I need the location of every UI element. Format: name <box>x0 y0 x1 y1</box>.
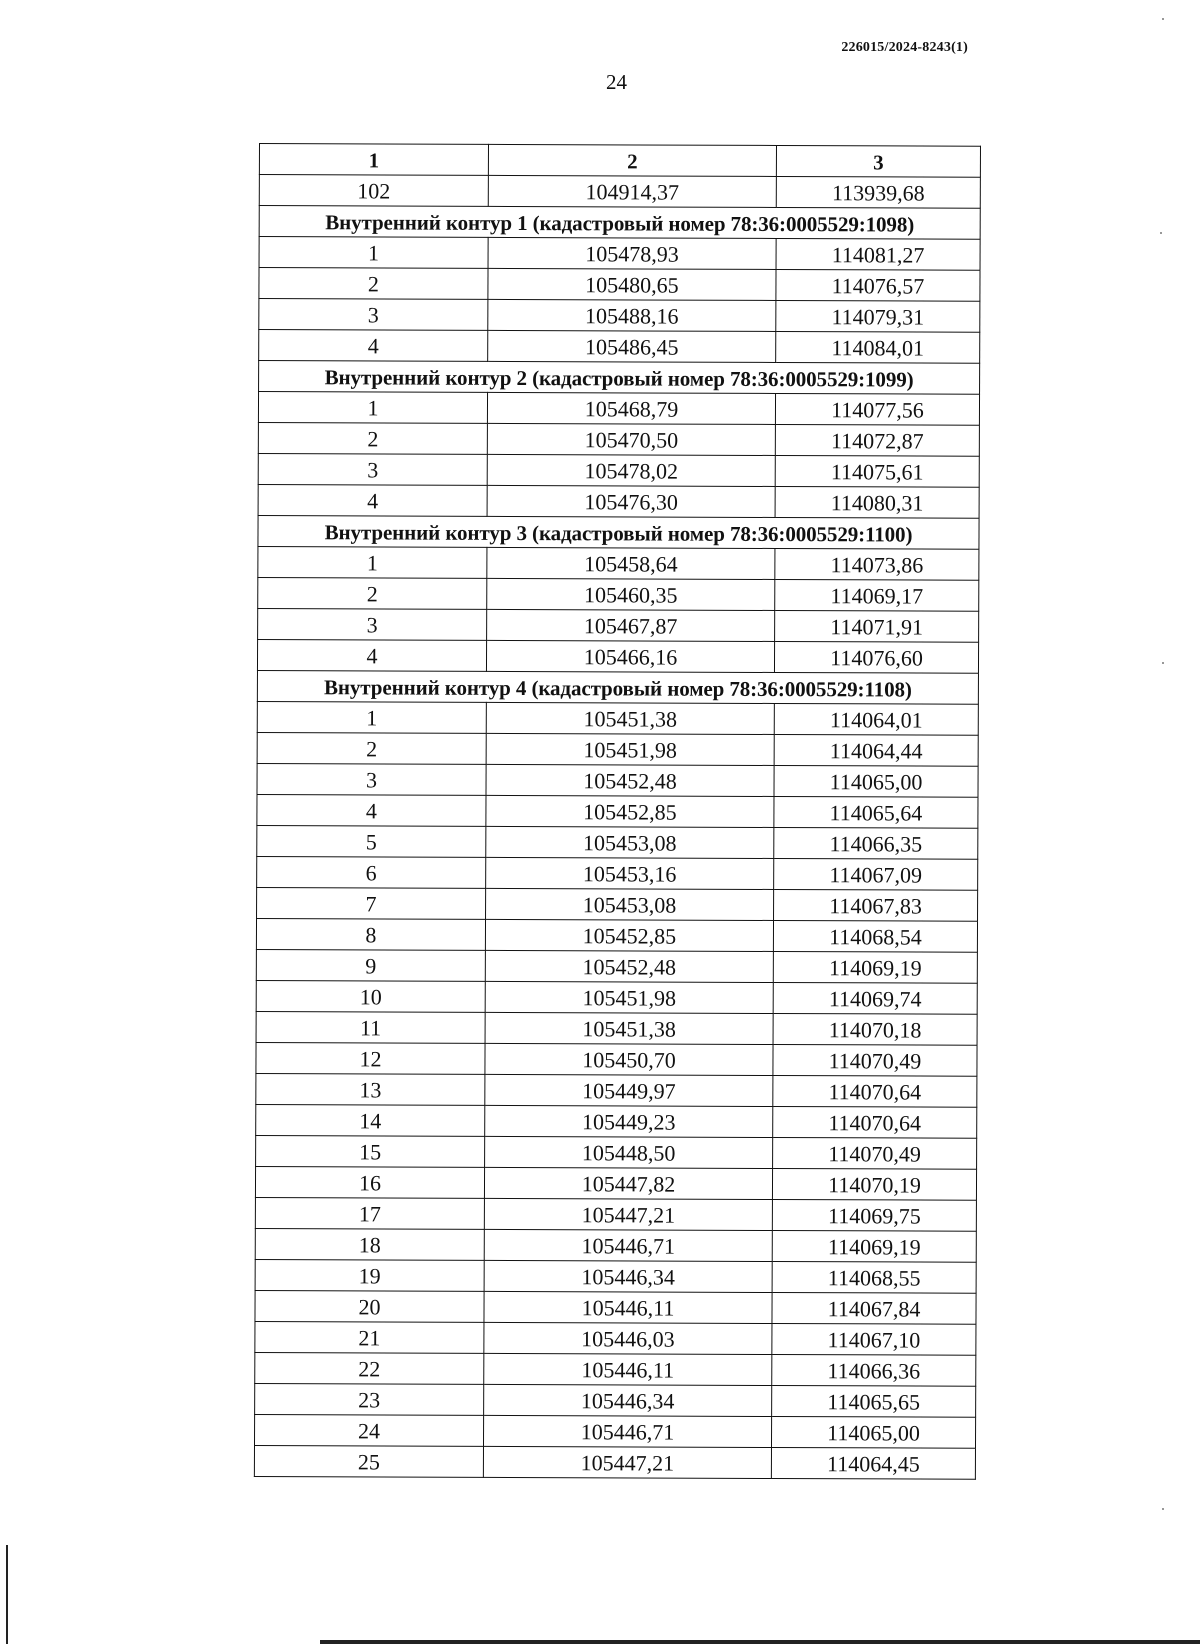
y-coordinate-cell: 114076,60 <box>774 641 978 673</box>
y-coordinate-cell: 114069,75 <box>772 1199 976 1231</box>
y-coordinate-cell: 114070,49 <box>773 1137 977 1169</box>
y-coordinate-cell: 114081,27 <box>776 238 980 270</box>
y-coordinate-cell: 114065,65 <box>772 1385 976 1417</box>
table-row <box>259 330 980 364</box>
point-number-cell: 102 <box>259 175 488 207</box>
y-coordinate-cell: 114069,19 <box>772 1230 976 1262</box>
table-row <box>256 1104 977 1138</box>
point-number-cell: 4 <box>259 330 488 362</box>
point-number-cell: 24 <box>254 1414 483 1446</box>
header-row <box>259 144 980 178</box>
x-coordinate-cell: 105450,70 <box>485 1043 773 1075</box>
table-row <box>256 1135 977 1169</box>
x-coordinate-cell: 105452,48 <box>486 764 774 796</box>
point-number-cell: 1 <box>258 392 487 424</box>
point-number-cell: 2 <box>257 732 486 764</box>
x-coordinate-cell: 105460,35 <box>487 578 775 610</box>
point-number-cell: 10 <box>256 980 485 1012</box>
x-coordinate-cell: 105449,23 <box>485 1105 773 1137</box>
document-id: 226015/2024-8243(1) <box>841 40 968 55</box>
section-title: Внутренний контур 4 (кадастровый номер 78:36:0005529:1108) <box>257 670 978 704</box>
y-coordinate-cell: 114066,35 <box>774 827 978 859</box>
scan-speck <box>1162 662 1164 664</box>
x-coordinate-cell: 105446,11 <box>484 1353 772 1385</box>
point-number-cell: 2 <box>258 577 487 609</box>
table-row <box>257 763 978 797</box>
x-coordinate-cell: 105451,38 <box>485 1012 773 1044</box>
x-coordinate-cell: 105446,34 <box>484 1260 772 1292</box>
x-coordinate-cell: 105466,16 <box>486 640 774 672</box>
point-number-cell: 3 <box>258 453 487 485</box>
table-row <box>258 484 979 518</box>
y-coordinate-cell: 114064,01 <box>774 703 978 735</box>
point-number-cell: 20 <box>255 1290 484 1322</box>
column-header-3: 3 <box>776 145 980 177</box>
table-row <box>259 175 980 209</box>
scan-edge-bottom <box>320 1640 1200 1644</box>
y-coordinate-cell: 114069,74 <box>773 982 977 1014</box>
table-row <box>257 825 978 859</box>
section-title: Внутренний контур 2 (кадастровый номер 78:36:0005529:1099) <box>259 361 980 395</box>
point-number-cell: 7 <box>257 887 486 919</box>
point-number-cell: 1 <box>257 701 486 733</box>
x-coordinate-cell: 105446,03 <box>484 1322 772 1354</box>
x-coordinate-cell: 105446,34 <box>484 1384 772 1416</box>
scan-edge-left <box>6 1545 8 1644</box>
y-coordinate-cell: 114067,09 <box>774 858 978 890</box>
x-coordinate-cell: 105486,45 <box>488 330 776 362</box>
table-header <box>259 144 980 178</box>
y-coordinate-cell: 114067,84 <box>772 1292 976 1324</box>
point-number-cell: 3 <box>259 299 488 331</box>
coordinates-table-container <box>254 143 980 1480</box>
x-coordinate-cell: 105468,79 <box>487 392 775 424</box>
point-number-cell: 2 <box>259 268 488 300</box>
x-coordinate-cell: 105452,48 <box>485 950 773 982</box>
y-coordinate-cell: 114066,36 <box>772 1354 976 1386</box>
section-title-row <box>259 206 980 240</box>
x-coordinate-cell: 105447,21 <box>483 1446 771 1478</box>
x-coordinate-cell: 105488,16 <box>488 299 776 331</box>
x-coordinate-cell: 105447,82 <box>484 1167 772 1199</box>
x-coordinate-cell: 105478,02 <box>487 454 775 486</box>
table-row <box>254 1445 975 1479</box>
table-row <box>255 1290 976 1324</box>
table-row <box>259 299 980 333</box>
y-coordinate-cell: 114067,10 <box>772 1323 976 1355</box>
point-number-cell: 1 <box>259 237 488 269</box>
column-header-2: 2 <box>488 144 776 176</box>
point-number-cell: 6 <box>257 856 486 888</box>
point-number-cell: 13 <box>256 1073 485 1105</box>
x-coordinate-cell: 105452,85 <box>486 795 774 827</box>
y-coordinate-cell: 114067,83 <box>774 889 978 921</box>
y-coordinate-cell: 114070,49 <box>773 1044 977 1076</box>
section-title-row <box>259 361 980 395</box>
section-title-row <box>257 670 978 704</box>
x-coordinate-cell: 105446,71 <box>483 1415 771 1447</box>
y-coordinate-cell: 114064,44 <box>774 734 978 766</box>
x-coordinate-cell: 105451,98 <box>486 733 774 765</box>
x-coordinate-cell: 105453,08 <box>486 888 774 920</box>
table-row <box>256 980 977 1014</box>
y-coordinate-cell: 114065,00 <box>771 1416 975 1448</box>
table-row <box>258 392 979 426</box>
y-coordinate-cell: 114079,31 <box>776 300 980 332</box>
y-coordinate-cell: 114080,31 <box>775 486 979 518</box>
table-row <box>255 1383 976 1417</box>
section-title-row <box>258 515 979 549</box>
point-number-cell: 15 <box>256 1135 485 1167</box>
y-coordinate-cell: 114071,91 <box>775 610 979 642</box>
x-coordinate-cell: 105478,93 <box>488 237 776 269</box>
x-coordinate-cell: 105453,08 <box>486 826 774 858</box>
point-number-cell: 17 <box>255 1197 484 1229</box>
table-row <box>258 422 979 456</box>
point-number-cell: 11 <box>256 1011 485 1043</box>
y-coordinate-cell: 114068,55 <box>772 1261 976 1293</box>
y-coordinate-cell: 114070,64 <box>773 1075 977 1107</box>
table-row <box>256 1073 977 1107</box>
table-row <box>258 608 979 642</box>
column-header-1: 1 <box>259 144 488 176</box>
point-number-cell: 4 <box>257 794 486 826</box>
y-coordinate-cell: 114070,19 <box>772 1168 976 1200</box>
y-coordinate-cell: 114064,45 <box>771 1447 975 1479</box>
table-row <box>257 701 978 735</box>
y-coordinate-cell: 114075,61 <box>775 455 979 487</box>
point-number-cell: 23 <box>255 1383 484 1415</box>
point-number-cell: 4 <box>258 484 487 516</box>
point-number-cell: 3 <box>257 763 486 795</box>
scan-speck <box>1162 18 1164 20</box>
y-coordinate-cell: 114077,56 <box>775 393 979 425</box>
x-coordinate-cell: 105476,30 <box>487 485 775 517</box>
point-number-cell: 19 <box>255 1259 484 1291</box>
point-number-cell: 5 <box>257 825 486 857</box>
x-coordinate-cell: 105448,50 <box>485 1136 773 1168</box>
table-row <box>254 1414 975 1448</box>
table-row <box>255 1352 976 1386</box>
table-row <box>258 546 979 580</box>
table-row <box>255 1228 976 1262</box>
y-coordinate-cell: 114073,86 <box>775 548 979 580</box>
y-coordinate-cell: 114069,17 <box>775 579 979 611</box>
table-row <box>259 268 980 302</box>
y-coordinate-cell: 114076,57 <box>776 269 980 301</box>
table-row <box>256 918 977 952</box>
x-coordinate-cell: 105453,16 <box>486 857 774 889</box>
x-coordinate-cell: 105467,87 <box>487 609 775 641</box>
point-number-cell: 16 <box>255 1166 484 1198</box>
table-row <box>257 856 978 890</box>
y-coordinate-cell: 114068,54 <box>773 920 977 952</box>
x-coordinate-cell: 105452,85 <box>485 919 773 951</box>
x-coordinate-cell: 105447,21 <box>484 1198 772 1230</box>
scan-speck <box>1162 1508 1164 1510</box>
table-row <box>257 732 978 766</box>
point-number-cell: 21 <box>255 1321 484 1353</box>
point-number-cell: 18 <box>255 1228 484 1260</box>
point-number-cell: 2 <box>258 422 487 454</box>
table-row <box>256 1042 977 1076</box>
table-row <box>258 453 979 487</box>
x-coordinate-cell: 105451,98 <box>485 981 773 1013</box>
y-coordinate-cell: 113939,68 <box>776 176 980 208</box>
table-row <box>256 1011 977 1045</box>
point-number-cell: 1 <box>258 546 487 578</box>
section-title: Внутренний контур 3 (кадастровый номер 78:36:0005529:1100) <box>258 515 979 549</box>
x-coordinate-cell: 105446,11 <box>484 1291 772 1323</box>
table-body <box>254 175 980 1480</box>
point-number-cell: 12 <box>256 1042 485 1074</box>
x-coordinate-cell: 104914,37 <box>488 175 776 207</box>
x-coordinate-cell: 105470,50 <box>487 423 775 455</box>
x-coordinate-cell: 105449,97 <box>485 1074 773 1106</box>
table-row <box>257 639 978 673</box>
table-row <box>259 237 980 271</box>
y-coordinate-cell: 114084,01 <box>776 331 980 363</box>
y-coordinate-cell: 114070,64 <box>773 1106 977 1138</box>
page-number: 24 <box>606 70 627 94</box>
point-number-cell: 25 <box>254 1445 483 1477</box>
table-row <box>258 577 979 611</box>
x-coordinate-cell: 105446,71 <box>484 1229 772 1261</box>
y-coordinate-cell: 114065,00 <box>774 765 978 797</box>
coordinates-table <box>254 143 981 1480</box>
y-coordinate-cell: 114065,64 <box>774 796 978 828</box>
scan-speck <box>1160 232 1162 234</box>
y-coordinate-cell: 114072,87 <box>775 424 979 456</box>
point-number-cell: 8 <box>256 918 485 950</box>
table-row <box>257 887 978 921</box>
point-number-cell: 3 <box>258 608 487 640</box>
table-row <box>255 1321 976 1355</box>
point-number-cell: 9 <box>256 949 485 981</box>
table-row <box>255 1166 976 1200</box>
table-row <box>255 1197 976 1231</box>
x-coordinate-cell: 105451,38 <box>486 702 774 734</box>
x-coordinate-cell: 105480,65 <box>488 268 776 300</box>
y-coordinate-cell: 114070,18 <box>773 1013 977 1045</box>
table-row <box>256 949 977 983</box>
x-coordinate-cell: 105458,64 <box>487 547 775 579</box>
table-row <box>255 1259 976 1293</box>
point-number-cell: 4 <box>257 639 486 671</box>
table-row <box>257 794 978 828</box>
y-coordinate-cell: 114069,19 <box>773 951 977 983</box>
point-number-cell: 22 <box>255 1352 484 1384</box>
section-title: Внутренний контур 1 (кадастровый номер 78:36:0005529:1098) <box>259 206 980 240</box>
point-number-cell: 14 <box>256 1104 485 1136</box>
